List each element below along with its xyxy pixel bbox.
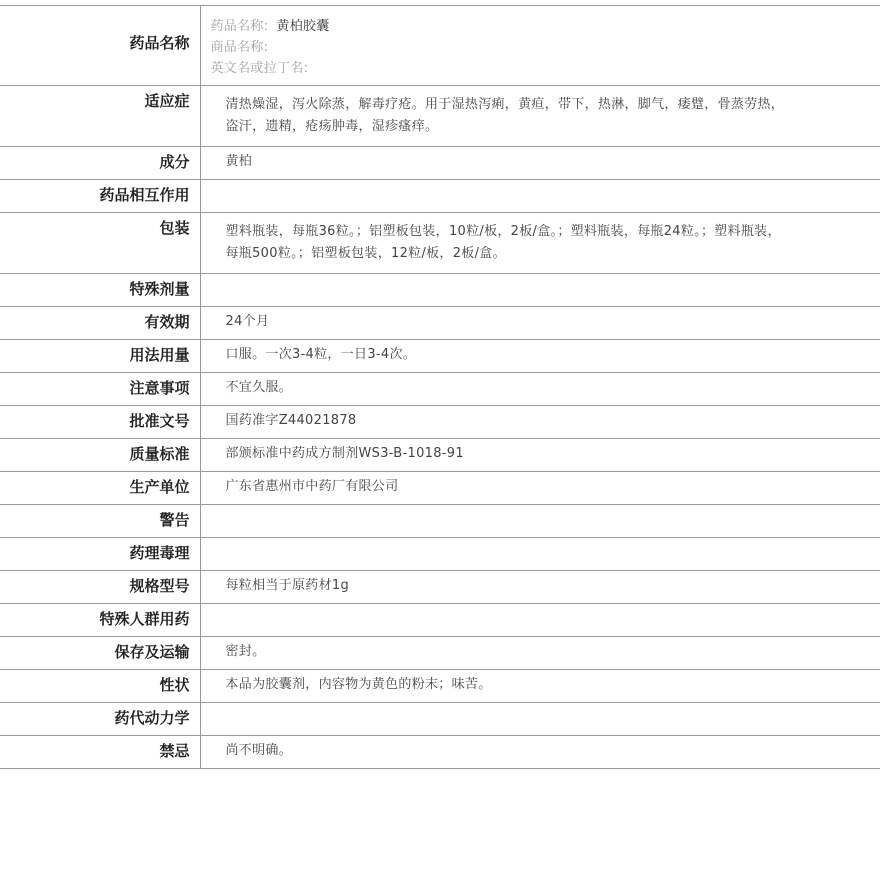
shelf-life-label: 有效期 xyxy=(0,307,200,340)
generic-name-key: 药品名称: xyxy=(210,19,269,34)
row-storage xyxy=(0,637,880,670)
pharmacokinetics-value xyxy=(200,703,880,736)
row-pharmacology xyxy=(0,538,880,571)
row-shelf-life xyxy=(0,307,880,340)
precautions-value: 不宜久服。 xyxy=(200,373,880,406)
approval-number-value: 国药准字Z44021878 xyxy=(200,406,880,439)
row-specification xyxy=(0,571,880,604)
row-ingredients xyxy=(0,147,880,180)
row-pharmacokinetics xyxy=(0,703,880,736)
special-population-label: 特殊人群用药 xyxy=(0,604,200,637)
special-population-value xyxy=(200,604,880,637)
trade-name-key: 商品名称: xyxy=(210,40,269,55)
manufacturer-value: 广东省惠州市中药厂有限公司 xyxy=(200,472,880,505)
latin-name-key: 英文名或拉丁名: xyxy=(210,61,309,76)
row-precautions xyxy=(0,373,880,406)
warning-value xyxy=(200,505,880,538)
pharmacology-value xyxy=(200,538,880,571)
row-special-population xyxy=(0,604,880,637)
drug-name-label: 药品名称 xyxy=(0,6,200,86)
interactions-label: 药品相互作用 xyxy=(0,180,200,213)
precautions-label: 注意事项 xyxy=(0,373,200,406)
interactions-value xyxy=(200,180,880,213)
description-label: 性状 xyxy=(0,670,200,703)
row-special-dosage xyxy=(0,274,880,307)
row-approval-number xyxy=(0,406,880,439)
row-quality-standard xyxy=(0,439,880,472)
row-contraindications xyxy=(0,736,880,769)
row-dosage xyxy=(0,340,880,373)
packaging-label: 包装 xyxy=(0,213,200,274)
contraindications-label: 禁忌 xyxy=(0,736,200,769)
storage-label: 保存及运输 xyxy=(0,637,200,670)
approval-number-label: 批准文号 xyxy=(0,406,200,439)
special-dosage-label: 特殊剂量 xyxy=(0,274,200,307)
specification-value: 每粒相当于原药材1g xyxy=(200,571,880,604)
ingredients-label: 成分 xyxy=(0,147,200,180)
drug-name-block xyxy=(200,6,880,86)
row-indications xyxy=(0,86,880,147)
row-interactions xyxy=(0,180,880,213)
quality-standard-label: 质量标准 xyxy=(0,439,200,472)
contraindications-value: 尚不明确。 xyxy=(200,736,880,769)
row-manufacturer xyxy=(0,472,880,505)
special-dosage-value xyxy=(200,274,880,307)
dosage-value: 口服。一次3-4粒，一日3-4次。 xyxy=(200,340,880,373)
indications-value: 清热燥湿，泻火除蒸，解毒疗疮。用于湿热泻痢，黄疸，带下，热淋，脚气，痿躄，骨蒸劳热，盗汗，遗精，疮疡肿毒，湿疹瘙痒。 xyxy=(200,86,880,147)
indications-label: 适应症 xyxy=(0,86,200,147)
storage-value: 密封。 xyxy=(200,637,880,670)
generic-name-value: 黄柏胶囊 xyxy=(276,19,330,34)
shelf-life-value: 24个月 xyxy=(200,307,880,340)
row-drug-name xyxy=(0,6,880,86)
latin-name-line xyxy=(211,58,880,79)
trade-name-line xyxy=(211,37,880,58)
warning-label: 警告 xyxy=(0,505,200,538)
row-description xyxy=(0,670,880,703)
description-value: 本品为胶囊剂，内容物为黄色的粉末；味苦。 xyxy=(200,670,880,703)
drug-info-table xyxy=(0,5,880,769)
pharmacology-label: 药理毒理 xyxy=(0,538,200,571)
dosage-label: 用法用量 xyxy=(0,340,200,373)
row-packaging xyxy=(0,213,880,274)
row-warning xyxy=(0,505,880,538)
quality-standard-value: 部颁标准中药成方制剂WS3-B-1018-91 xyxy=(200,439,880,472)
specification-label: 规格型号 xyxy=(0,571,200,604)
packaging-value: 塑料瓶装，每瓶36粒。；铝塑板包装，10粒/板，2板/盒。；塑料瓶装，每瓶24粒。；塑料瓶装，每瓶500粒。；铝塑板包装，12粒/板，2板/盒。 xyxy=(200,213,880,274)
generic-name-line xyxy=(211,16,880,37)
manufacturer-label: 生产单位 xyxy=(0,472,200,505)
pharmacokinetics-label: 药代动力学 xyxy=(0,703,200,736)
ingredients-value: 黄柏 xyxy=(200,147,880,180)
